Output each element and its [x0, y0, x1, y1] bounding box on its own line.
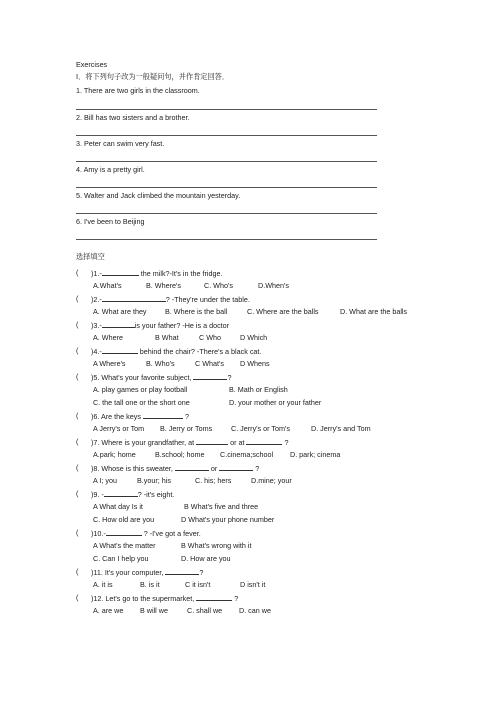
question-text: or at [230, 438, 245, 447]
question-text: )2.- [91, 295, 102, 304]
answer-blank[interactable] [175, 463, 209, 471]
q7-option-a: A.park; home [93, 450, 136, 459]
q8-option-c: C. his; hers [195, 476, 232, 485]
question-text: )5. What's your favorite subject, [91, 373, 192, 382]
question-text: )7. Where is your grandfather, at [91, 438, 195, 447]
question-text: ? [234, 594, 239, 603]
question-2 [91, 294, 250, 304]
answer-line-3[interactable] [76, 161, 377, 162]
q12-option-a: A. are we [93, 606, 124, 615]
answer-blank[interactable] [196, 593, 232, 601]
section-1-heading: Ⅰ．将下列句子改为一般疑问句，并作肯定回答． [76, 72, 230, 81]
answer-blank[interactable] [106, 528, 142, 536]
question-text: ? [284, 438, 289, 447]
q11-option-a: A. it is [93, 580, 113, 589]
answer-paren: ( [76, 437, 79, 446]
question-8 [91, 463, 259, 473]
answer-paren: ( [76, 489, 79, 498]
answer-paren: ( [76, 346, 79, 355]
q9-option-a: A What day Is it [93, 502, 143, 511]
q3-option-c: C Who [199, 333, 221, 342]
answer-paren: ( [76, 372, 79, 381]
question-text: ? -They're under the table. [165, 295, 250, 304]
question-text: )8. Whose is this sweater, [91, 464, 173, 473]
q11-option-b: B. is it [140, 580, 160, 589]
question-text: behind the chair? -There's a black cat. [139, 347, 262, 356]
q9-option-c: C. How old are you [93, 515, 155, 524]
q2-option-a: A. What are they [93, 307, 147, 316]
rewrite-item-3: 3. Peter can swim very fast. [76, 139, 165, 148]
question-text: ? [199, 568, 204, 577]
question-4 [91, 346, 261, 356]
question-text: )12. Let's go to the supermarket, [91, 594, 195, 603]
answer-line-4[interactable] [76, 187, 377, 188]
question-text: ? [255, 464, 260, 473]
q4-option-c: C What's [195, 359, 224, 368]
rewrite-item-1: 1. There are two girls in the classroom. [76, 86, 200, 95]
q4-option-d: D Whens [240, 359, 270, 368]
question-text: ? [227, 373, 232, 382]
answer-line-2[interactable] [76, 135, 377, 136]
q2-option-b: B. Where is the ball [165, 307, 228, 316]
rewrite-item-4: 4. Amy is a pretty girl. [76, 165, 145, 174]
answer-blank[interactable] [102, 320, 135, 328]
q3-option-b: B What [155, 333, 179, 342]
question-text: is your father? -He is a doctor [134, 321, 230, 330]
question-text: )11. It's your computer, [91, 568, 164, 577]
question-text: )3.- [91, 321, 102, 330]
answer-line-5[interactable] [76, 213, 377, 214]
question-text: the milk?-It's in the fridge. [140, 269, 223, 278]
exercises-title: Exercises [76, 60, 108, 69]
answer-blank[interactable] [219, 463, 253, 471]
q7-option-b: B.school; home [155, 450, 205, 459]
question-3 [91, 320, 229, 330]
question-text: )4.- [91, 347, 102, 356]
question-text: ? -it's eight. [137, 490, 175, 499]
question-1 [91, 268, 222, 278]
answer-paren: ( [76, 294, 79, 303]
answer-paren: ( [76, 593, 79, 602]
q10-option-b: B What's wrong with it [181, 541, 252, 550]
answer-paren: ( [76, 528, 79, 537]
q10-option-a: A What's the matter [93, 541, 156, 550]
rewrite-item-2: 2. Bill has two sisters and a brother. [76, 113, 190, 122]
question-text: )9. - [91, 490, 104, 499]
answer-blank[interactable] [102, 268, 139, 276]
q3-option-d: D Which [240, 333, 268, 342]
question-7 [91, 437, 288, 447]
q1-option-d: D.When's [258, 281, 289, 290]
question-text: ? -I've got a fever. [143, 529, 201, 538]
q12-option-d: D. can we [239, 606, 271, 615]
q11-option-d: D isn't it [240, 580, 266, 589]
q6-option-c: C. Jerry's or Tom's [231, 424, 290, 433]
q3-option-a: A. Where [93, 333, 123, 342]
question-6 [91, 411, 189, 421]
q5-option-a: A. play games or play football [93, 385, 188, 394]
rewrite-item-6: 6. I've been to Beijing [76, 217, 145, 226]
q6-option-d: D. Jerry's and Tom [311, 424, 371, 433]
question-text: )10.- [91, 529, 106, 538]
question-text: )1.- [91, 269, 102, 278]
q7-option-d: D. park; cinema [290, 450, 341, 459]
answer-blank[interactable] [246, 437, 282, 445]
q8-option-d: D.mine; your [251, 476, 292, 485]
answer-blank[interactable] [102, 346, 138, 354]
q8-option-b: B.your; his [137, 476, 171, 485]
q1-option-b: B. Where's [146, 281, 181, 290]
question-10 [91, 528, 201, 538]
answer-blank[interactable] [104, 489, 138, 497]
question-11 [91, 567, 203, 577]
answer-paren: ( [76, 463, 79, 472]
answer-blank[interactable] [102, 294, 166, 302]
answer-paren: ( [76, 320, 79, 329]
q6-option-b: B. Jerry or Toms [160, 424, 213, 433]
answer-paren: ( [76, 411, 79, 420]
q6-option-a: A Jerry's or Tom [93, 424, 145, 433]
q2-option-d: D. What are the balls [340, 307, 408, 316]
q5-option-b: B. Math or English [229, 385, 288, 394]
answer-blank[interactable] [196, 437, 228, 445]
question-text: ? [184, 412, 189, 421]
answer-blank[interactable] [193, 372, 227, 380]
q10-option-d: D. How are you [181, 554, 231, 563]
rewrite-item-5: 5. Walter and Jack climbed the mountain yesterday. [76, 191, 241, 200]
q8-option-a: A I; you [93, 476, 117, 485]
q2-option-c: C. Where are the balls [247, 307, 319, 316]
q4-option-a: A Where's [93, 359, 126, 368]
q5-option-c: C. the tall one or the short one [93, 398, 190, 407]
section-2-heading: 选择填空 [76, 252, 105, 261]
answer-line-1[interactable] [76, 109, 377, 110]
answer-line-6[interactable] [76, 239, 377, 240]
question-12 [91, 593, 238, 603]
q7-option-c: C.cinema;school [220, 450, 274, 459]
answer-paren: ( [76, 268, 79, 277]
q9-option-d: D What's your phone number [181, 515, 275, 524]
question-text: )6. Are the keys [91, 412, 141, 421]
q1-option-a: A.What's [93, 281, 122, 290]
question-9 [91, 489, 174, 499]
q12-option-b: B will we [140, 606, 168, 615]
q4-option-b: B. Who's [146, 359, 175, 368]
answer-blank[interactable] [165, 567, 199, 575]
question-text: or [210, 464, 218, 473]
q11-option-c: C it isn't [185, 580, 211, 589]
q1-option-c: C. Who's [204, 281, 233, 290]
answer-blank[interactable] [143, 411, 183, 419]
q5-option-d: D. your mother or your father [229, 398, 322, 407]
q9-option-b: B What's five and three [184, 502, 259, 511]
q12-option-c: C. shall we [187, 606, 223, 615]
question-5 [91, 372, 231, 382]
q10-option-c: C. Can I help you [93, 554, 149, 563]
answer-paren: ( [76, 567, 79, 576]
